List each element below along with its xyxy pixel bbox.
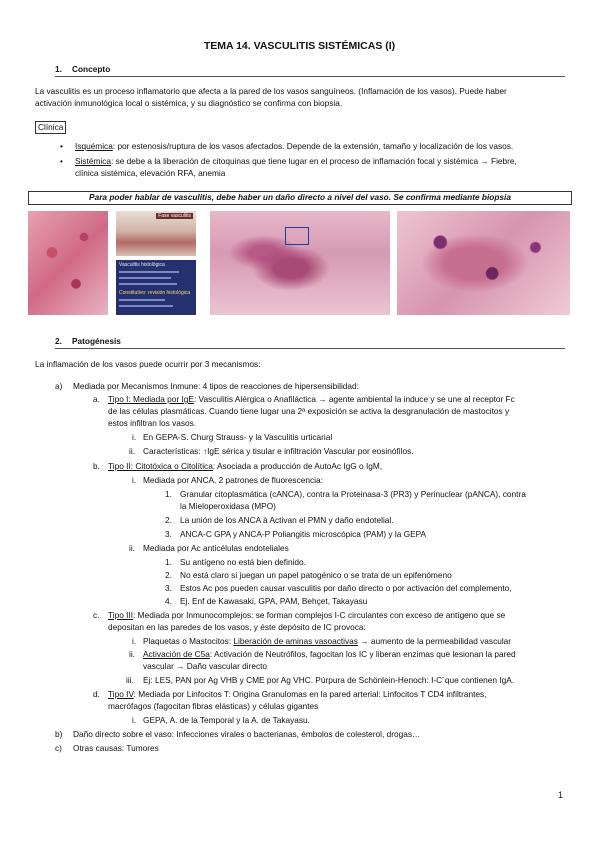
aeca-item-3-label: 3.: [165, 583, 172, 593]
tipo-3-sub1-label: i.: [132, 636, 137, 646]
section-2-rule: [55, 348, 565, 349]
aeca-item-2: No está claro si juegan un papel patogénico o se trata de un epifenómeno: [180, 570, 452, 580]
tipo-2-sub1: Mediada por ANCA. 2 patrones de fluorescencia:: [143, 475, 323, 485]
histology-image-2: [210, 211, 390, 315]
aeca-item-3: Estos Ac pos pueden causar vasculitis por daño directo o por activación del complemento,: [180, 583, 512, 593]
tipo-3-label: c.: [93, 610, 100, 620]
bullet-sistemica-label: Sistémica: [75, 156, 111, 166]
tipo-2-text: : Asociada a producción de AutoAc IgG o IgM,: [212, 461, 383, 471]
tipo-3-sub2-line-2: vascular → Daño vascular directo: [143, 661, 268, 671]
tipo-3-sub2: [143, 649, 516, 660]
bullet-isquemica-text: : por estenosis/ruptura de los vasos afectados. Depende de la extensión, tamaño y localización de los vasos.: [112, 141, 514, 151]
section-2-number: 2.: [55, 336, 62, 346]
tipo-4-line-2: macrófagos (fagocitan fibras elásticas) y células gigantes: [108, 701, 319, 711]
histology-image-3: [397, 211, 570, 315]
tipo-2-title: Tipo II: Citotóxica o Citolítica: [108, 461, 213, 471]
tipo-2-sub2-label: ii.: [129, 543, 135, 553]
tipo-3-sub3: Ej: LES, PAN por Ag VHB y CME por Ag VHC. Púrpura de Schönlein-Henoch: I-C´que contienen IgA.: [143, 675, 515, 685]
skin-image: [116, 211, 196, 256]
slide-line: [119, 271, 179, 273]
aeca-item-2-label: 2.: [165, 570, 172, 580]
aeca-item-1: Su antígeno no está bien definido.: [180, 557, 306, 567]
tipo-1-sub1-label: i.: [132, 432, 137, 442]
slide-line: [119, 299, 165, 301]
tipo-2-line: [108, 461, 382, 472]
tipo-3-sub1-underlined: Liberación de aminas vasoactivas: [233, 636, 358, 646]
bullet-dot: •: [60, 156, 63, 166]
anca-item-3-label: 3.: [165, 529, 172, 539]
bullet-sistemica-line-2: clínica sistémica, elevación RFA, anemia: [75, 168, 226, 178]
tipo-2-sub1-label: i.: [132, 475, 137, 485]
item-b-text: Daño directo sobre el vaso: Infecciones virales o bacterianas, émbolos de colesterol, drogas…: [73, 729, 421, 739]
tipo-1-title: Tipo I: Mediada por IgE: [108, 394, 194, 404]
tipo-1-line-3: estos infiltran los vasos.: [108, 418, 197, 428]
bullet-dot: •: [60, 141, 63, 151]
pathogenesis-intro: La inflamación de los vasos puede ocurrir por 3 mecanismos:: [35, 359, 261, 369]
tipo-3-sub1-a: Plaquetas o Mastocitos:: [143, 636, 234, 646]
slide-caption-1: Vasculitis histológica: [119, 262, 165, 268]
item-c-label: c): [55, 743, 62, 753]
tipo-3-sub2-underlined: Activación de C5a: [143, 649, 210, 659]
skin-image-caption: Fase vasculitis: [158, 213, 191, 219]
tipo-3-line-2: depositan en las paredes de los vasos, y éste depósito de IC provoca:: [108, 622, 366, 632]
tipo-2-sub2: Mediada por Ac anticélulas endoteliales: [143, 543, 289, 553]
tipo-4-line: [108, 689, 486, 700]
anca-item-3: ANCA-C GPA y ANCA-P Poliangitis microscópica (PAM) y la GEPA: [180, 529, 427, 539]
tipo-3-title: Tipo III: [108, 610, 134, 620]
anca-item-2: La unión de los ANCA à Activan el PMN y daño endotelial.: [180, 515, 394, 525]
highlight-box: [285, 227, 309, 245]
bullet-sistemica-text: : se debe a la liberación de citoquinas que tiene lugar en el proceso de inflamación focal y sistémica → Fiebre,: [110, 156, 517, 166]
tipo-3-sub1: [143, 636, 511, 647]
tipo-3-line: [108, 610, 505, 621]
tipo-1-line: [108, 394, 515, 405]
tipo-3-sub3-label: iii.: [126, 675, 134, 685]
section-1-number: 1.: [55, 64, 62, 74]
tipo-4-sub1: GEPA, A. de la Temporal y la A. de Takayasu.: [143, 715, 310, 725]
tipo-4-title: Tipo IV: [108, 689, 134, 699]
anca-item-2-label: 2.: [165, 515, 172, 525]
tipo-3-sub2-label: ii.: [129, 649, 135, 659]
bullet-isquemica-label: Isquémica: [75, 141, 113, 151]
aeca-item-1-label: 1.: [165, 557, 172, 567]
tipo-3-sub1-b: → aumento de la permeabilidad vascular: [357, 636, 512, 646]
tipo-4-text: : Mediada por Linfocitos T: Origina Granulomas en la pared arterial: Linfocitos T CD4 infiltrantes,: [133, 689, 487, 699]
tipo-2-label: b.: [93, 461, 100, 471]
section-1-heading: Concepto: [72, 64, 111, 74]
slide-line: [119, 305, 173, 307]
bullet-sistemica: [75, 156, 517, 167]
slide-image: [116, 260, 196, 315]
tipo-3-text: : Mediada por Inmunocomplejos: se forman complejos I-C circulantes con exceso de antígeno que se: [133, 610, 506, 620]
anca-item-1: Granular citoplasmática (cANCA), contra la Proteinasa-3 (PR3) y Perinuclear (pANCA), contra: [180, 489, 526, 499]
clinica-label: Clínica: [35, 121, 66, 134]
tipo-4-label: d.: [93, 689, 100, 699]
tipo-1-sub1: En GEPA-S. Churg Strauss- y la Vasculitis urticarial: [143, 432, 333, 442]
section-1-rule: [55, 76, 565, 77]
item-a-text: Mediada por Mecanismos Inmune: 4 tipos de reacciones de hipersensibilidad:: [73, 381, 359, 391]
slide-line: [119, 283, 177, 285]
biopsy-note: Para poder hablar de vasculitis, debe haber un daño directo a nivel del vaso. Se confirma mediante biopsia: [28, 191, 572, 205]
tipo-1-line-2: de las células plasmáticas. Cuando tiene lugar una 2ª exposición se activa la desgranulación de mastocitos y: [108, 406, 510, 416]
tipo-3-sub2-text: : Activación de Neutrófilos, fagocitan los IC y liberan enzimas que lesionan la pared: [209, 649, 516, 659]
tipo-1-sub2-label: ii.: [129, 446, 135, 456]
item-a-label: a): [55, 381, 63, 391]
aeca-item-4: Ej. Enf de Kawasaki, GPA, PAM, Behçet, Takayasu: [180, 596, 368, 606]
section-2-heading: Patogénesis: [72, 336, 121, 346]
concept-line-1: La vasculitis es un proceso inflamatorio que afecta a la pared de los vasos sanguíneos. (Inflamación de los vasos). Puede haber: [35, 86, 507, 96]
tipo-1-label: a.: [93, 394, 100, 404]
anca-item-1-line-2: la Mieloperoxidasa (MPO): [180, 501, 276, 511]
item-c-text: Otras causas: Tumores: [73, 743, 159, 753]
item-b-label: b): [55, 729, 63, 739]
bullet-isquemica: [75, 141, 513, 152]
tipo-1-sub2: Características: ↑IgE sérica y tisular e infiltración Vascular por eosinófilos.: [143, 446, 414, 456]
page-number: 1: [558, 790, 564, 800]
concept-line-2: activación inmunológica local o sistémica, y su diagnóstico se confirma con biopsia.: [35, 98, 343, 108]
tipo-1-text: : Vasculitis Alérgica o Anafiláctica → agente ambiental la induce y se une al receptor Fc: [193, 394, 515, 404]
slide-line: [119, 277, 171, 279]
page-title: TEMA 14. VASCULITIS SISTÉMICAS (I): [203, 40, 396, 52]
slide-caption-2: Constitutivo: revisión histológica: [119, 290, 191, 296]
tipo-4-sub1-label: i.: [132, 715, 137, 725]
anca-item-1-label: 1.: [165, 489, 172, 499]
aeca-item-4-label: 4.: [165, 596, 172, 606]
histology-image-1: [28, 211, 108, 315]
